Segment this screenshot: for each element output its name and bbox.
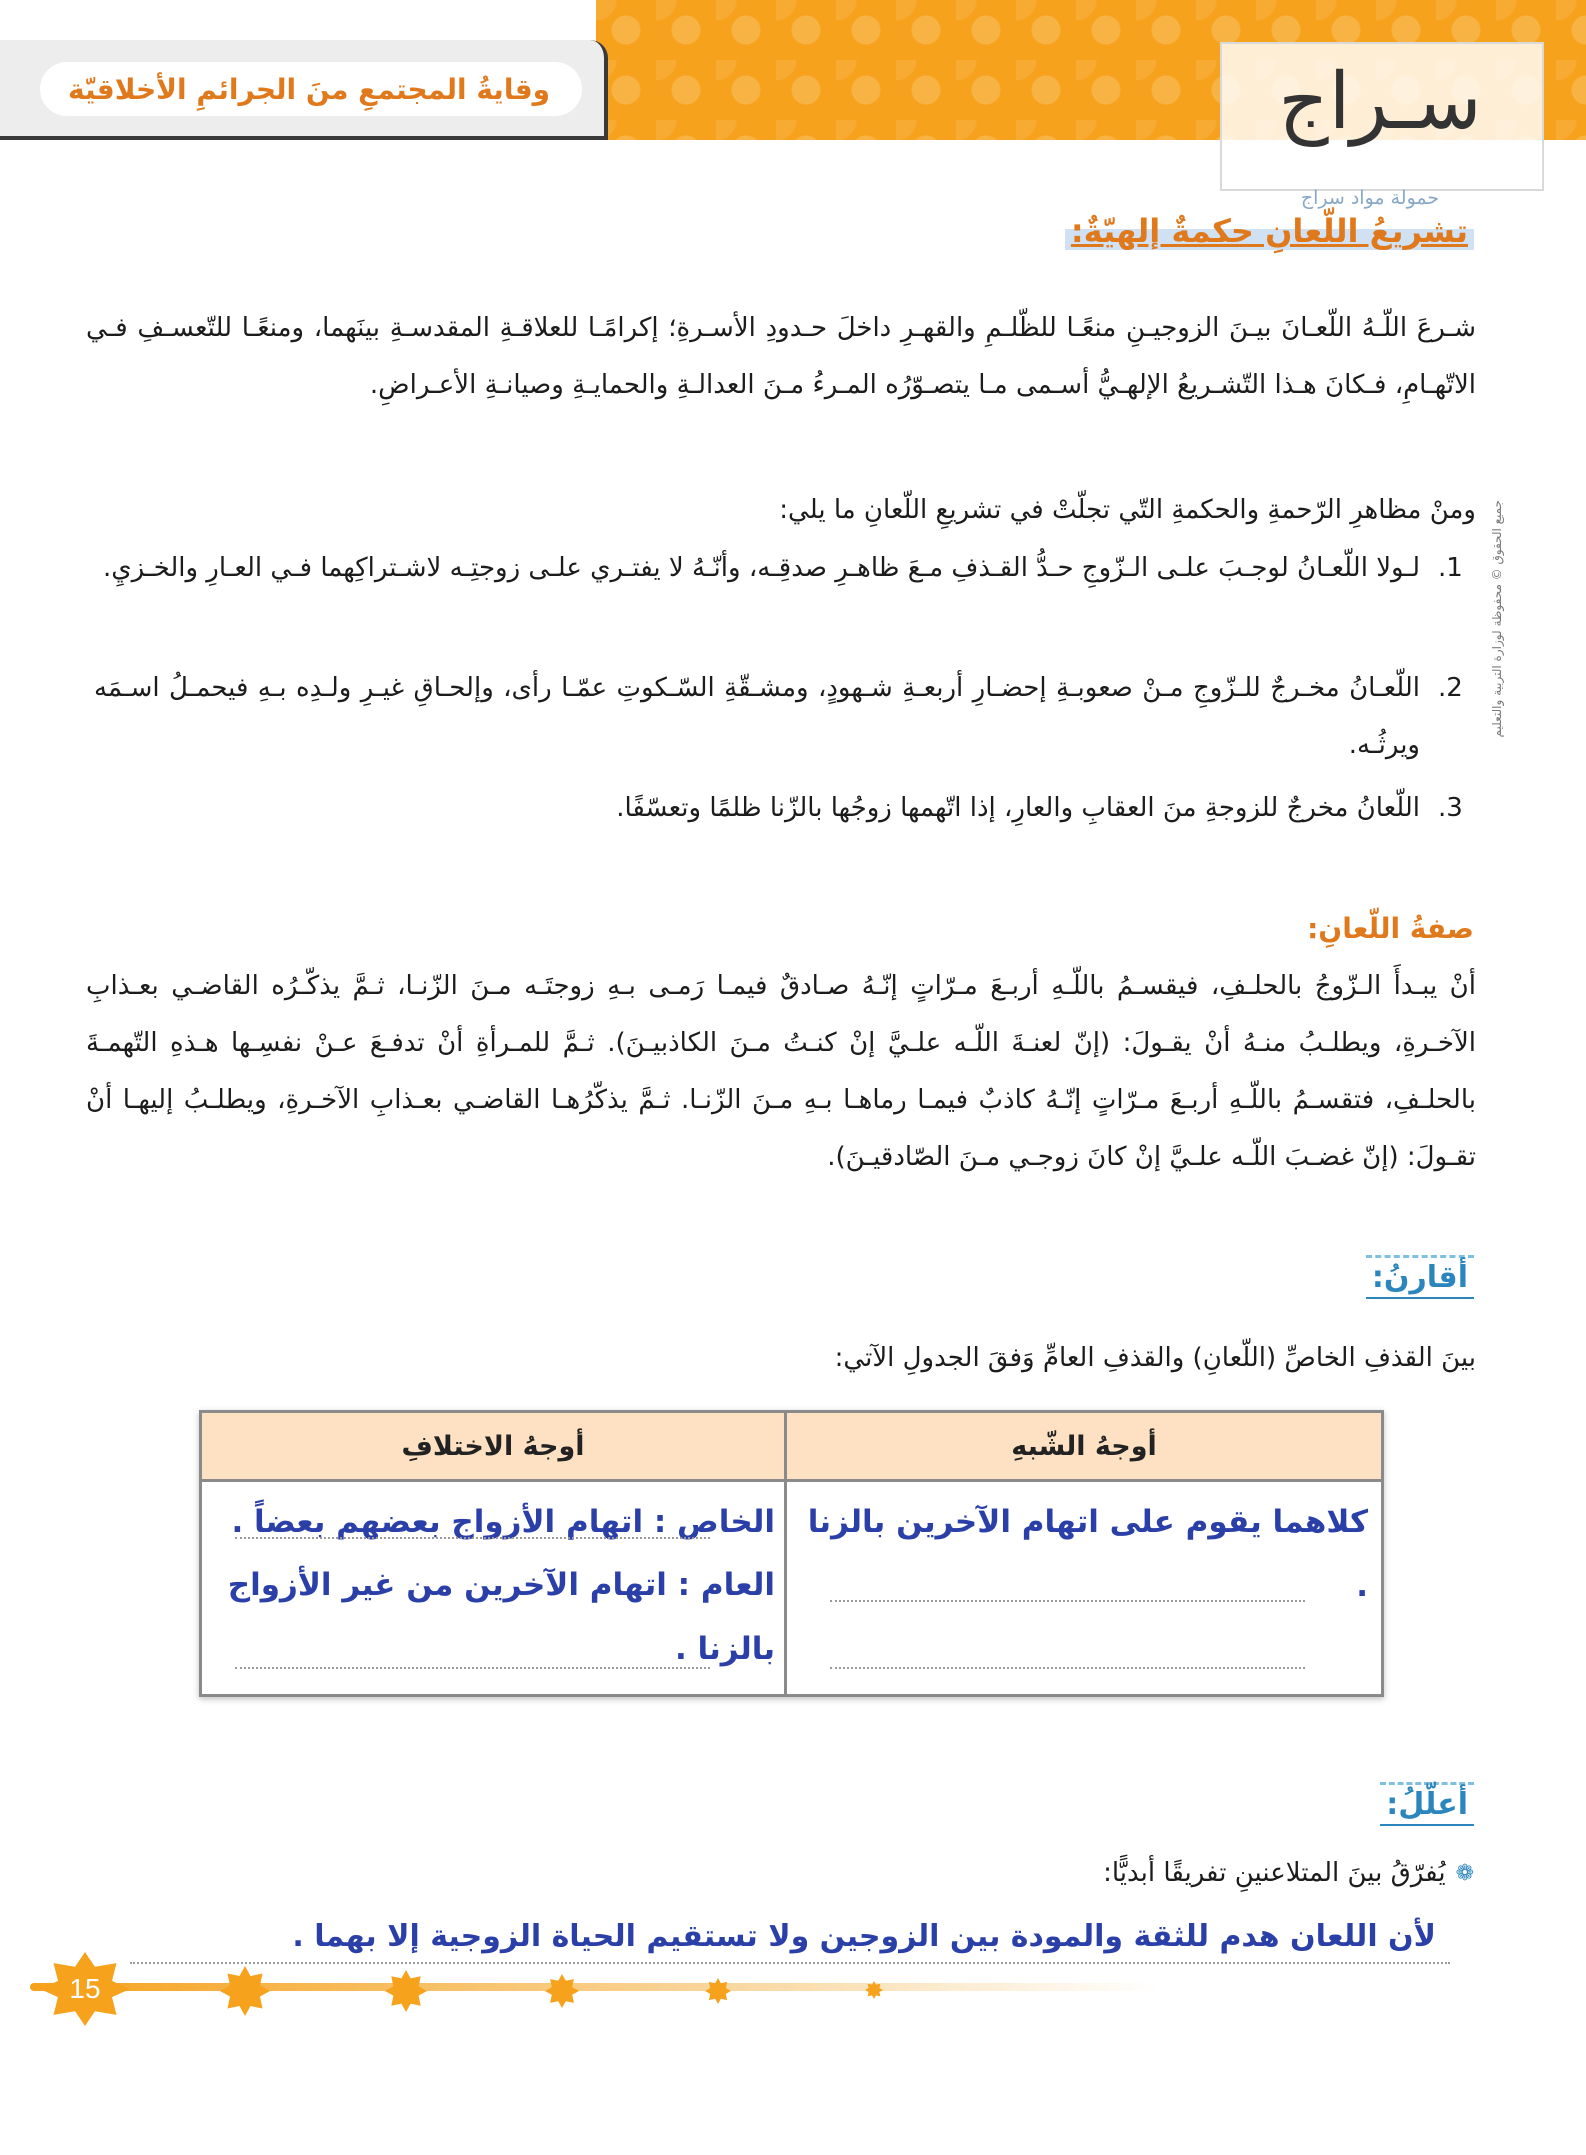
writing-line [830, 1600, 1305, 1602]
section-heading-lian-wisdom [1065, 212, 1474, 250]
logo: سـراج [1278, 57, 1482, 147]
reason-badge: أعلّلُ: [1380, 1782, 1474, 1826]
star-icon [385, 1970, 427, 2012]
list-item [94, 780, 1474, 837]
difference-answer-general: العام : اتهام الآخرين من غير الأزواج بالزنا . [227, 1567, 775, 1667]
compare-badge: أقارنُ: [1366, 1255, 1474, 1299]
reason-question: يُفرّقُ بينَ المتلاعنينِ تفريقًا أبديًّا: [1103, 1858, 1446, 1888]
section2-paragraph: أنْ يبـدأَ الـزّوجُ بالحلـفِ، فيقسـمُ باللّـهِ أربـعَ مـرّاتٍ إنّـهُ صـادقٌ فيمـا رَمـى بـهِ زوجتَـه مـنَ الزّنـا، ثـمَّ يذكّـرُه القاضـي بعـذابِ الآخـرةِ، ويطلـبُ منـهُ أنْ يقـولَ: (إنّ لعنـةَ اللّـه علـيَّ إنْ كنـتُ مـنَ الكاذبيـنَ). ثـمَّ للمـرأةِ أنْ تدفـعَ عـنْ نفسِـها هـذهِ التّهمـةَ بالحلـفِ، فتقسـمُ باللّـهِ أربـعَ مـرّاتٍ إنّـهُ كاذبٌ فيمـا رماهـا بـهِ مـنَ الزّنـا. ثـمَّ يذكّرُهـا القاضـي بعـذابِ الآخـرةِ، ويطلـبُ إليهـا أنْ تقـولَ: (إنّ غضـبَ اللّـه علـيَّ إنْ كانَ زوجـي مـنَ الصّادقيـنَ). [86, 971, 1476, 1172]
list-number: 3. [1438, 793, 1463, 823]
page-number: 15 [69, 1973, 101, 2004]
list-item [94, 660, 1474, 774]
star-icon [220, 1966, 270, 2016]
difference-answer-private: الخاص : اتهام الأزواج بعضهم بعضاً . [231, 1504, 775, 1540]
list-text: اللّعـانُ مخـرجٌ للـزّوجِ مـنْ صعوبـةِ إحضـارِ أربعـةِ شـهودٍ، ومشـقّةِ السّـكوتِ عمّـا رأى، وإلحـاقِ غيـرِ ولـدِه بـهِ فيحمـلُ اسـمَه ويرثُـه. [94, 673, 1420, 760]
writing-line [235, 1667, 710, 1669]
star-icon [545, 1974, 579, 2008]
list-number: 1. [1438, 553, 1463, 583]
reason-answer: لأن اللعان هدم للثقة والمودة بين الزوجين ولا تستقيم الحياة الزوجية إلا بهما . [292, 1919, 1436, 1954]
table-header-difference: أوجهُ الاختلافِ [202, 1413, 784, 1482]
section1-paragraph: شـرعَ اللّـهُ اللّعـانَ بيـنَ الزوجيـنِ منعًـا للظّلـمِ والقهـرِ داخلَ حـدودِ الأسـرةِ؛ إكرامًـا للعلاقـةِ المقدسـةِ بينَهما، ومنعًـا للتّعسـفِ فـي الاتّهـامِ، فـكانَ هـذا التّشـريعُ الإلهـيُّ أسـمى مـا يتصـوّرُه المـرءُ مـنَ العدالـةِ والحمايـةِ وصيانـةِ الأعـراضِ. [86, 313, 1476, 400]
chapter-title-pill [40, 62, 582, 116]
logo-subtitle: حمولة مواد سراج [1300, 187, 1440, 209]
copyright-side-note: جميع الحقوق © محفوظة لوزارة التربية والتعليم [1490, 500, 1504, 738]
flower-bullet-icon: ❁ [1455, 1860, 1474, 1886]
writing-line [130, 1962, 1450, 1964]
chapter-title: وقايةُ المجتمعِ منَ الجرائمِ الأخلاقيّة [68, 72, 551, 106]
similarity-answer: كلاهما يقوم على اتهام الآخرين بالزنا . [807, 1504, 1368, 1604]
list-text: اللّعانُ مخرجٌ للزوجةِ منَ العقابِ والعارِ، إذا اتّهمها زوجُها بالزّنا ظلمًا وتعسّفًا. [616, 793, 1420, 823]
compare-prompt: بينَ القذفِ الخاصِّ (اللّعانِ) والقذفِ العامِّ وَفقَ الجدولِ الآتي: [834, 1343, 1476, 1373]
list-number: 2. [1438, 673, 1463, 703]
reason-question-row [1103, 1858, 1474, 1888]
footer-decorative-line [30, 1983, 1160, 1991]
table-header-similarity: أوجهُ الشّبهِ [787, 1413, 1381, 1482]
table-column-divider [784, 1413, 787, 1694]
list-item [94, 540, 1474, 597]
list-text: لـولا اللّعـانُ لوجـبَ علـى الـزّوجِ حـدُّ القـذفِ مـعَ ظاهـرِ صدقِـه، وأنّـهُ لا يفتـري علـى زوجتِـه لاشـتراكِهما فـي العـارِ والخـزيِ. [102, 553, 1420, 583]
heading-text: تشريعُ اللّعانِ حكمةٌ إلهيّةٌ: [1065, 212, 1474, 250]
writing-line [830, 1667, 1305, 1669]
section1-intro: ومنْ مظاهرِ الرّحمةِ والحكمةِ التّي تجلّتْ في تشريعِ اللّعانِ ما يلي: [779, 495, 1476, 525]
star-icon [705, 1978, 731, 2004]
writing-line [235, 1537, 710, 1539]
section-heading-lian-description: صفةُ اللّعانِ: [1307, 912, 1474, 945]
